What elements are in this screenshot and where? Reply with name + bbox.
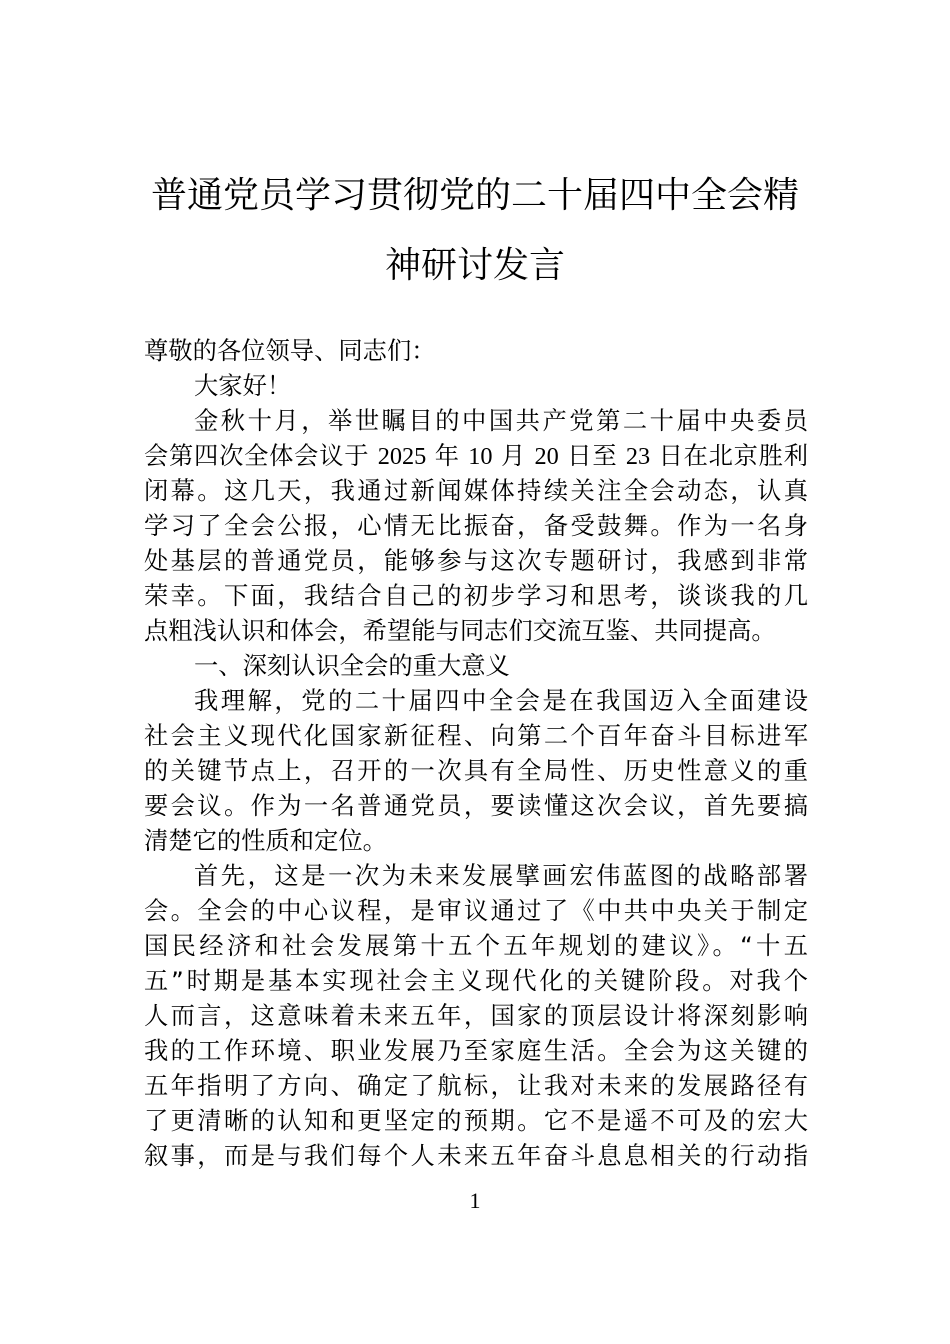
section-heading: 一、深刻认识全会的重大意义 xyxy=(194,651,510,680)
paragraph-line: 人而言，这意味着未来五年，国家的顶层设计将深刻影响 xyxy=(144,1001,808,1030)
paragraph-line: 国民经济和社会发展第十五个五年规划的建议》。“十五 xyxy=(144,931,808,960)
paragraph-line: 五”时期是基本实现社会主义现代化的关键阶段。对我个 xyxy=(144,966,808,995)
paragraph-line: 叙事，而是与我们每个人未来五年奋斗息息相关的行动指 xyxy=(144,1141,808,1170)
paragraph-line: 金秋十月，举世瞩目的中国共产党第二十届中央委员 xyxy=(194,406,808,435)
document-body xyxy=(144,333,808,1173)
page-number: 1 xyxy=(469,1188,481,1213)
number-text: 10 xyxy=(468,443,493,470)
paragraph-line: 荣幸。下面，我结合自己的初步学习和思考，谈谈我的几 xyxy=(144,581,808,610)
paragraph-line: 社会主义现代化国家新征程、向第二个百年奋斗目标进军 xyxy=(144,721,808,750)
paragraph-line: 我的工作环境、职业发展乃至家庭生活。全会为这关键的 xyxy=(144,1036,808,1065)
paragraph-line: 的关键节点上，召开的一次具有全局性、历史性意义的重 xyxy=(144,756,808,785)
paragraph-line: 点粗浅认识和体会，希望能与同志们交流互鉴、共同提高。 xyxy=(144,616,776,645)
paragraph-line: 处基层的普通党员，能够参与这次专题研讨，我感到非常 xyxy=(144,546,808,575)
paragraph-line: 会。全会的中心议程，是审议通过了《中共中央关于制定 xyxy=(144,896,808,925)
number-text: 2025 xyxy=(377,443,427,470)
paragraph-line: 我理解，党的二十届四中全会是在我国迈入全面建设 xyxy=(194,686,808,715)
paragraph-line: 会第四次全体会议于 2025 年 10 月 20 日至 23 日在北京胜利 xyxy=(144,441,809,470)
paragraph-line: 闭幕。这几天，我通过新闻媒体持续关注全会动态，认真 xyxy=(144,476,808,505)
paragraph-line: 五年指明了方向、确定了航标，让我对未来的发展路径有 xyxy=(144,1071,808,1100)
paragraph-line: 学习了全会公报，心情无比振奋，备受鼓舞。作为一名身 xyxy=(144,511,808,540)
document-title-line-2: 神研讨发言 xyxy=(384,245,565,286)
number-text: 20 xyxy=(534,443,559,470)
paragraph-line: 了更清晰的认知和更坚定的预期。它不是遥不可及的宏大 xyxy=(144,1106,808,1135)
salutation: 尊敬的各位领导、同志们： xyxy=(144,336,436,365)
number-text: 23 xyxy=(625,443,651,470)
paragraph-line: 要会议。作为一名普通党员，要读懂这次会议，首先要搞 xyxy=(144,791,808,820)
paragraph-line: 清楚它的性质和定位。 xyxy=(144,826,387,855)
document-title-line-1: 普通党员学习贯彻党的二十届四中全会精 xyxy=(150,175,799,216)
greeting: 大家好！ xyxy=(194,371,292,400)
paragraph-line: 首先，这是一次为未来发展擘画宏伟蓝图的战略部署 xyxy=(194,861,808,890)
